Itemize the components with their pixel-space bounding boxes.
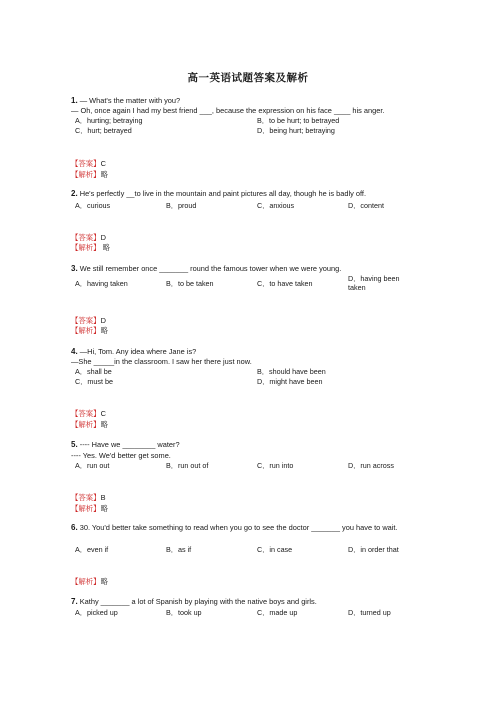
answer-label: 【答案】 (71, 233, 101, 242)
question-1-answer (71, 159, 106, 168)
question-4-answer (71, 409, 106, 418)
answer-value: B (100, 493, 106, 502)
option-a[interactable]: A．run out (75, 461, 110, 470)
question-4-analysis (71, 420, 108, 429)
option-c[interactable]: C．to have taken (257, 279, 313, 288)
answer-label: 【答案】 (71, 493, 101, 502)
option-a[interactable]: A．picked up (75, 608, 118, 617)
option-c[interactable]: C．must be (75, 377, 113, 386)
question-5-line-2: ---- Yes. We'd better get some. (71, 451, 171, 460)
option-b[interactable]: B．took up (166, 608, 202, 617)
analysis-value: 略 (100, 420, 108, 429)
option-d[interactable]: D．content (348, 201, 384, 210)
option-a[interactable]: A．curious (75, 201, 111, 210)
question-4-line-1 (71, 347, 196, 356)
question-3-answer (71, 316, 106, 325)
option-a[interactable]: A．even if (75, 545, 109, 554)
question-2-answer (71, 233, 106, 242)
question-text: ---- Have we ________ water? (79, 440, 180, 449)
question-text: — What's the matter with you? (79, 96, 181, 105)
option-b[interactable]: B．should have been (257, 367, 326, 376)
option-d[interactable]: D．turned up (348, 608, 391, 617)
question-number: 1. (71, 96, 78, 105)
question-3-line-1 (71, 264, 341, 273)
option-c[interactable]: C．hurt; betrayed (75, 126, 132, 135)
question-7-line-1 (71, 597, 317, 606)
analysis-value: 略 (100, 243, 111, 252)
answer-value: D (100, 316, 106, 325)
analysis-value: 略 (100, 577, 108, 586)
question-number: 3. (71, 264, 78, 273)
question-4-line-2: —She _____in the classroom. I saw her there just now. (71, 357, 252, 366)
question-text: —Hi, Tom. Any idea where Jane is? (79, 347, 197, 356)
answer-label: 【答案】 (71, 409, 101, 418)
answer-value: C (100, 409, 106, 418)
question-number: 2. (71, 189, 78, 198)
option-a[interactable]: A．hurting; betraying (75, 116, 143, 125)
question-1-line-1 (71, 96, 180, 105)
analysis-label: 【解析】 (71, 326, 101, 335)
question-5-answer (71, 493, 106, 502)
question-1-line-2: — Oh, once again I had my best friend ___, because the expression on his face ____ his anger. (71, 106, 385, 115)
option-a[interactable]: A．having taken (75, 279, 128, 288)
question-6-line-1 (71, 523, 426, 532)
option-d[interactable]: D．might have been (257, 377, 323, 386)
option-b[interactable]: B．to be taken (166, 279, 214, 288)
analysis-label: 【解析】 (71, 420, 101, 429)
option-b[interactable]: B．to be hurt; to betrayed (257, 116, 340, 125)
option-c[interactable]: C．in case (257, 545, 293, 554)
option-b[interactable]: B．as if (166, 545, 192, 554)
question-number: 7. (71, 597, 78, 606)
analysis-label: 【解析】 (71, 243, 101, 252)
analysis-label: 【解析】 (71, 170, 101, 179)
answer-value: D (100, 233, 106, 242)
analysis-value: 略 (100, 504, 108, 513)
option-d[interactable]: D．having been taken (348, 274, 400, 292)
question-1-analysis (71, 170, 108, 179)
option-d[interactable]: D．run across (348, 461, 394, 470)
answer-label: 【答案】 (71, 316, 101, 325)
question-5-analysis (71, 504, 108, 513)
question-2-analysis (71, 243, 110, 252)
analysis-value: 略 (100, 170, 108, 179)
option-b[interactable]: B．run out of (166, 461, 209, 470)
page-title: 高一英语试题答案及解析 (187, 72, 309, 84)
question-2-line-1 (71, 189, 366, 198)
option-d[interactable]: D．being hurt; betraying (257, 126, 335, 135)
question-text: Kathy _______ a lot of Spanish by playing with the native boys and girls. (79, 597, 317, 606)
question-text: We still remember once _______ round the famous tower when we were young. (79, 264, 342, 273)
question-text: 30. You'd better take something to read when you go to see the doctor _______ you have to wait. (79, 523, 398, 532)
analysis-label: 【解析】 (71, 577, 101, 586)
question-number: 5. (71, 440, 78, 449)
option-c[interactable]: C．made up (257, 608, 298, 617)
question-number: 6. (71, 523, 78, 532)
question-3-analysis (71, 326, 108, 335)
option-d[interactable]: D．in order that (348, 545, 399, 554)
analysis-label: 【解析】 (71, 504, 101, 513)
option-a[interactable]: A．shall be (75, 367, 112, 376)
question-number: 4. (71, 347, 78, 356)
answer-value: C (100, 159, 106, 168)
option-c[interactable]: C．run into (257, 461, 294, 470)
question-6-analysis (71, 577, 108, 586)
option-c[interactable]: C．anxious (257, 201, 295, 210)
question-text: He's perfectly __to live in the mountain and paint pictures all day, though he is badly off. (79, 189, 366, 198)
analysis-value: 略 (100, 326, 108, 335)
answer-label: 【答案】 (71, 159, 101, 168)
option-b[interactable]: B．proud (166, 201, 197, 210)
question-5-line-1 (71, 440, 180, 449)
